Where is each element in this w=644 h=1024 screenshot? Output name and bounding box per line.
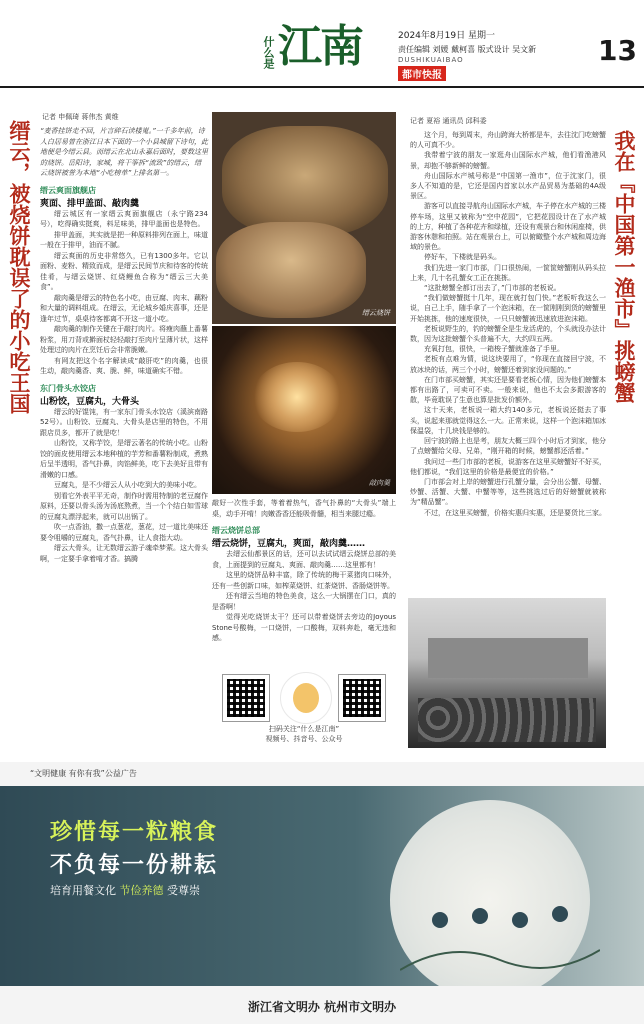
photo-caption: 缙云烧饼 — [362, 309, 390, 317]
paragraph: 停好车，下楼就是码头。 — [424, 253, 501, 262]
paragraph: 门市部会对上岸的螃蟹进行孔蟹分量，会分出公蟹、母蟹、炒蟹、活蟹、大蟹、中蟹等等，这些挑选过后的好螃蟹就被称为“精品蟹”。 — [410, 477, 606, 507]
right-byline: 记者 夏裕 通讯员 邱科委 — [410, 117, 487, 125]
paragraph: 别看它外表平平无奇，制作时需用特制的老豆腐作原料，还要以骨头汤为汤底熬煮，当一个个结白如雪球的豆腐丸漂浮起来，就可以出锅了。 — [40, 491, 208, 521]
paragraph: 我带着宁波的朋友一家逛舟山国际水产城，他们看渔港风景，却抱不够新鲜的螃蟹。 — [410, 151, 606, 170]
qr-code[interactable] — [222, 674, 270, 722]
shaobing-photo — [212, 112, 396, 324]
fish-market-photo — [408, 598, 606, 748]
qr-code[interactable] — [338, 674, 386, 722]
qr-caption-line-2: 视频号、抖音号、公众号 — [265, 735, 343, 743]
left-byline: 记者 申佩琦 蒋伟杰 黄维 — [42, 113, 119, 121]
section-1-tag: 缙云爽面旗舰店 — [40, 185, 96, 195]
qr-caption — [212, 724, 396, 744]
photo2-caption: 敲肉羹 — [369, 479, 390, 487]
paragraph: 还有缙云当地的特色美食，这么一大锅摆在门口，真的是香啊！ — [212, 592, 396, 611]
mascot-icon — [280, 672, 332, 724]
paragraph: 舟山国际水产城号称是“中国第一渔市”，位于沈家门，很多人不知道的是，它还是国内首家以水产品贸易为基础的4A级景区。 — [410, 171, 606, 201]
logo-small-text: 什么是 — [262, 36, 275, 69]
ad-headline-2: 不负每一份耕耘 — [50, 853, 219, 878]
paragraph: 在门市部买螃蟹，其实还是要看老板心情，因为他们螃蟹本都有出路了，可卖可不卖。一般来说，他也不太会多跟游客的散，毕竟耽误了生意也算是批发价额外。 — [410, 375, 606, 405]
section-3-tag: 缙云烧饼总部 — [212, 526, 260, 535]
paragraph: 不过，在这里买螃蟹，价格实惠归实惠，还是要货比三家。 — [424, 508, 606, 517]
section-2-dishes: 山粉饺，豆腐丸，大骨头 — [40, 396, 140, 407]
left-column-3 — [212, 498, 396, 644]
ad-slogan-b: 节俭养德 — [119, 884, 164, 897]
paragraph: 敲肉羹是缙云的特色名小吃，由豆腐、肉末、藕粉和大量的调料组成。在缙云，无论城乡婚庆喜事，还是逢年过节，桌桌待客都离不开这一道小吃。 — [40, 293, 208, 323]
ad-sponsors: 浙江省文明办 杭州市文明办 — [247, 1000, 397, 1014]
ad-slogan-c: 受尊崇 — [167, 884, 200, 897]
paragraph: 敲肉羹的制作关键在于敲打肉片。将瘦肉蘸上番薯粉浆，用刀背或擀面杖轻轻敲打至肉片呈薄片状，这样处理过的肉片在烹饪后会非常脆嫩。 — [40, 325, 208, 354]
section-2-tag: 东门骨头水饺店 — [40, 383, 96, 393]
paragraph: 老板说野生的，钓的螃蟹全是生龙活虎的，个头就没办法计数，因为这批螃蟹个头普遍不大，大约四五两。 — [410, 324, 606, 344]
section-2-body — [40, 407, 208, 565]
soup-spoon-image — [252, 362, 342, 432]
paragraph: 回宁波的路上也是考，朋友大概三四个小时后才到家，他分了点螃蟹给父母、兄弟，“刚开箱的时候，螃蟹都还活着。” — [410, 437, 606, 456]
ad-banner-text: “文明健康 有你有我”公益广告 — [30, 769, 137, 778]
left-column-1 — [40, 126, 208, 564]
paragraph: 有网友把这个名字解读成“敲肝吃”的肉羹，也很生动，敲肉羹香、爽、脆、鲜，味道确实不错。 — [40, 356, 208, 375]
issue-date: 2024年8月19日 星期一 — [398, 31, 495, 41]
paragraph: 老板有点难为情，说这块要用了，“你现在直接回宁波，不放冰块的话，两三个小时，螃蟹还着到家没问题的。” — [410, 355, 606, 374]
paragraph: 这个月，每到周末，舟山跨海大桥都是车，去往沈门吃螃蟹的人可真不少。 — [410, 131, 606, 150]
section-3-body — [212, 549, 396, 644]
shaobing-image-2 — [216, 222, 366, 318]
publication-english-name: DUSHIKUAIBAO — [398, 56, 464, 64]
section-1-dishes: 爽面、排甲盖面、敲肉羹 — [40, 198, 140, 209]
paragraph: 缙云城区有一家缙云爽面旗舰店（永宁路234号），吃得确实挺爽，料足味美，排甲盖面也是特色。 — [40, 209, 208, 228]
qiaorougeng-photo — [212, 326, 396, 494]
editor-credits: 责任编辑 刘媛 戴柯喜 版式设计 吴文新 — [398, 45, 537, 54]
ad-slogan — [50, 882, 200, 898]
page-number: 13 — [598, 34, 637, 67]
paragraph: 吹一点香油，撒一点葱花，葱花，过一道比美味还要令咀嚼的豆腐丸，香气扑鼻，让人食指大动。 — [40, 523, 208, 542]
paragraph: 豆腐丸，是不少缙云人从小吃到大的美味小吃。 — [54, 481, 201, 489]
masthead-logo — [258, 6, 388, 72]
paragraph: 排甲盖面，其实就是把一种原料排列在面上，味道一般在于排甲，油而不腻。 — [40, 230, 208, 249]
paragraph: 觉得光吃烧饼太干？还可以带着烧饼去旁边的Joyous Stone号酸梅，一口烧饼，一口酸梅，双料奔赴，毫无违和感。 — [212, 613, 396, 642]
right-column — [410, 130, 606, 518]
paragraph: “这批螃蟹全都订出去了，”门市部的老板说。 — [424, 284, 561, 293]
section-3-dishes: 缙云烧饼，豆腐丸，爽面，敲肉羹…… — [212, 539, 366, 549]
right-headline: 我在『中国第一渔市』挑螃蟹 — [612, 130, 637, 403]
paragraph: 游客可以直接寻航舟山国际水产城，车子停在水产城的三楼停车场，这里又被称为“空中花园”，它把花园设计在了水产城的上方，种植了各种花卉和绿植，还设有观景台和休闲座椅，供游客休憩和拍照。站在观景台上，可以俯瞰整个水产城和周边海域的景色。 — [410, 202, 606, 252]
left-intro: “麦香挂饼走不回，片言碎石读楼嵬。”一千多年前，诗人白居易曾在浙江日本下面的一个小县城留下诗句，此地便是今缙云县。而缙云在北山永嘉后面时，要数这里的烧饼。岳阳诗，家城，将干筝拆“流致”的缙云，缙云烧饼被誉为本地“小吃榜单”上排名第一。 — [40, 127, 208, 177]
col3-lead: 敲好一次性手套，等着着热气，香气扑鼻的“大骨头”端上桌，动手开啃！肉嫩香香还能吸骨髓，相当来腿过瘾。 — [212, 499, 396, 518]
paragraph: “我们做螃蟹挺十几年，现在就打包门快。”老板听我这么一说，自己上手，随手拿了一个泡沫箱，在一筐刚刚到货的螃蟹里开始挑拣，他的速度很快，一只只螃蟹被迅速放进泡沫箱。 — [410, 294, 606, 323]
mascot-body — [293, 683, 319, 713]
paragraph: 我们先进一家门市部，门口很热闹，一筐筐螃蟹刚从码头拉上来，几十名孔蟹女工正在挑拣。 — [410, 263, 606, 282]
ad-slogan-a: 培育用餐文化 — [50, 884, 116, 897]
paragraph: 去缙云仙都景区的话，还可以去试试缙云烧饼总部的美食，上面提到的豆腐丸、爽面、敲肉羹……这里都有！ — [212, 550, 396, 569]
publication-name: 都市快报 — [398, 66, 446, 81]
paragraph: 充氧打包，很快，一箱梭子蟹就准备了手里。 — [424, 345, 564, 354]
paragraph: 缙云爽面的历史非常悠久，已有1300多年。它以面粉、麦粉、精致而成，是缙云民间节庆和待客的传统佳肴，与缙云烧饼、红烧鳗鱼合称为“缙云三大美食”。 — [40, 251, 208, 291]
paragraph: 这里的烧饼品种丰富，除了传统的梅干菜猪肉口味外，还有一些创新口味，如榨菜烧饼、红茶烧饼、香肠烧饼等。 — [212, 571, 396, 590]
left-headline: 缙云，被烧饼耽误了的小吃王国 — [7, 120, 32, 414]
section-1-body — [40, 209, 208, 377]
boats-image — [428, 638, 588, 678]
logo-title: 江南 — [278, 21, 362, 72]
ad-headline-1: 珍惜每一粒粮食 — [50, 820, 219, 845]
paragraph: 山粉饺，又称芋饺，是缙云著名的传统小吃。山粉饺的面皮使用缙云本地种植的芋芳和番薯粉制成，煮熟后呈半透明，香气扑鼻，肉馅鲜美，吃下去美好且带有滑嫩的口感。 — [40, 439, 208, 479]
shaobing-image — [222, 126, 388, 236]
paragraph: 我问过一些门市部的老板，说游客在这里买螃蟹好不好买，他们都说，“我们这里的价格是最便宜的价格。” — [410, 457, 606, 476]
paragraph: 缙云大骨头，让无数缙云游子魂牵梦萦。这大骨头啊，一定要手拿着啃才香。搞腾 — [40, 544, 208, 563]
masthead-rule — [0, 86, 644, 88]
paragraph: 这十天来，老板说一箱大约140多元，老板说还挺去了事头，说起来那就觉得这么一大。正常来说，这样一个泡沫箱加冰保温袋，十几块钱是够的。 — [410, 406, 606, 435]
baskets-image — [418, 698, 596, 742]
qr-caption-line-1: 扫码关注“什么是江南” — [268, 725, 340, 733]
farmers-illustration — [400, 880, 600, 980]
paragraph: 缙云的好馄饨，有一家东门骨头水饺店（溪滨南路52号）。山粉饺、豆腐丸、大骨头是店里的特色，不用跟店员多，都开了就是吃！ — [40, 407, 208, 437]
